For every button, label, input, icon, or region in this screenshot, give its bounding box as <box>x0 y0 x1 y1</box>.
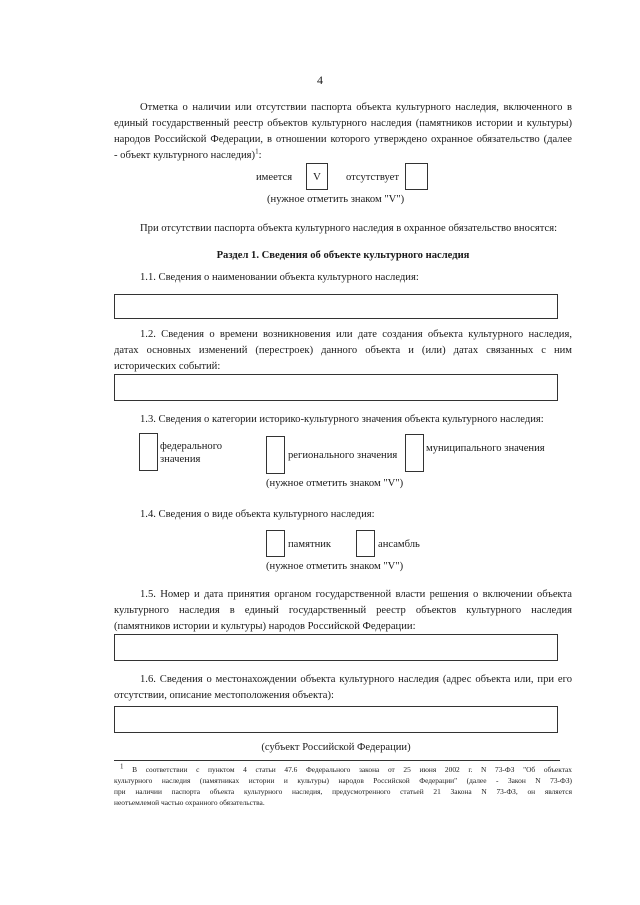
s1-1-label: 1.1. Сведения о наименовании объекта культурного наследия: <box>140 272 419 283</box>
s1-2-line-1: 1.2. Сведения о времени возникновения или дате создания объекта культурного наследия, <box>140 329 572 340</box>
s1-2-paragraph <box>114 327 572 375</box>
federal-label-line-1: федерального <box>160 441 223 452</box>
s1-4-hint: (нужное отметить знаком "V") <box>266 561 404 572</box>
monument-checkbox[interactable] <box>266 530 285 557</box>
passport-has-label: имеется <box>256 172 293 183</box>
footnote-mark: 1 <box>120 762 124 771</box>
intro-line-4-text: - объект культурного наследия) <box>114 150 256 161</box>
passport-absent-label: отсутствует <box>346 172 399 183</box>
footnote-separator <box>114 760 560 761</box>
s1-1-field[interactable] <box>114 294 558 319</box>
s1-5-paragraph <box>114 587 572 635</box>
footnote-line-1 <box>114 764 572 775</box>
s1-6-paragraph <box>114 672 572 704</box>
s1-5-line-2: культурного наследия в единый государственный реестр объектов культурного наследия <box>114 605 572 616</box>
section-title: Раздел 1. Сведения об объекте культурного наследия <box>216 250 470 261</box>
passport-has-checkbox[interactable]: V <box>306 163 328 190</box>
intro-line-2: единый государственный реестр объектов культурного наследия (памятников истории и культуры) <box>114 118 572 129</box>
footnote-line-4: неотъемлемой частью охранного обязательства. <box>114 798 265 807</box>
s1-6-line-2: отсутствии, описание местоположения объекта): <box>114 690 334 701</box>
s1-5-field[interactable] <box>114 634 558 661</box>
ensemble-label: ансамбль <box>378 539 420 550</box>
municipal-label: муниципального значения <box>426 443 545 454</box>
monument-label: памятник <box>288 539 332 550</box>
passport-hint: (нужное отметить знаком "V") <box>267 194 405 205</box>
s1-6-caption: (субъект Российской Федерации) <box>261 742 411 753</box>
s1-2-line-2: датах основных изменений (перестроек) данного объекта и (или) датах связанных с ним <box>114 345 572 356</box>
s1-3-label: 1.3. Сведения о категории историко-культурного значения объекта культурного наследия: <box>140 414 544 425</box>
regional-checkbox[interactable] <box>266 436 285 474</box>
regional-label: регионального значения <box>288 450 398 461</box>
passport-absent-checkbox[interactable] <box>405 163 428 190</box>
federal-checkbox[interactable] <box>139 433 158 471</box>
s1-2-line-3: исторических событий: <box>114 361 221 372</box>
intro-line-1: Отметка о наличии или отсутствии паспорта объекта культурного наследия, включенного в <box>140 102 572 113</box>
intro-line-3: народов Российской Федерации, в отношении которого утверждено охранное обязательство (далее <box>114 134 572 145</box>
s1-6-line-1: 1.6. Сведения о местонахождении объекта культурного наследия (адрес объекта или, при его <box>140 674 572 685</box>
federal-label <box>160 440 222 466</box>
s1-5-line-3: (памятников истории и культуры) народов Российской Федерации: <box>114 621 416 632</box>
footnote-line-2: культурного наследия (памятниках истории и культуры) народов Российской Федерации" (далее - Закон N 73-ФЗ) <box>114 776 572 785</box>
s1-3-hint: (нужное отметить знаком "V") <box>266 478 404 489</box>
page-number: 4 <box>317 73 323 87</box>
absent-note: При отсутствии паспорта объекта культурного наследия в охранное обязательство вносятся: <box>140 223 558 234</box>
intro-line-4 <box>114 148 572 164</box>
footnote <box>114 764 572 808</box>
s1-4-label: 1.4. Сведения о виде объекта культурного наследия: <box>140 509 375 520</box>
footnote-line-1-text: В соответствии с пунктом 4 статьи 47.6 Федерального закона от 25 июня 2002 г. N 73-ФЗ "Об объектах <box>132 765 572 774</box>
footnote-line-3: при наличии паспорта объекта культурного наследия, предусмотренного статьей 21 Закона N 73-ФЗ, он является <box>114 787 572 796</box>
municipal-checkbox[interactable] <box>405 434 424 472</box>
s1-2-field[interactable] <box>114 374 558 401</box>
intro-line-4-end: : <box>258 150 262 161</box>
intro-paragraph <box>114 100 572 164</box>
ensemble-checkbox[interactable] <box>356 530 375 557</box>
footnote-ref: 1 <box>255 147 259 156</box>
federal-label-line-2: значения <box>160 454 201 465</box>
s1-5-line-1: 1.5. Номер и дата принятия органом государственной власти решения о включении объекта <box>140 589 572 600</box>
s1-6-field[interactable] <box>114 706 558 733</box>
